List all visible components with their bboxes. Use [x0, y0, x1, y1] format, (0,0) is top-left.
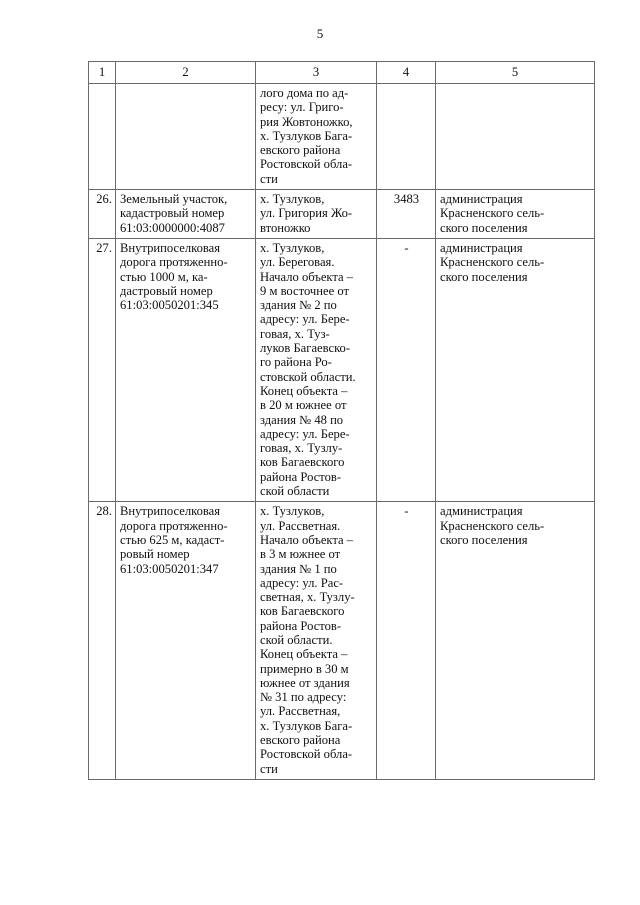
- address-line: х. Тузлуков Бага-: [260, 128, 353, 143]
- area-cell: -: [377, 502, 436, 780]
- object-name-line: 61:03:0000000:4087: [120, 220, 225, 235]
- address-line: ской области: [260, 484, 330, 499]
- owner-line: администрация: [440, 504, 523, 519]
- address-line: говая, х. Туз-: [260, 326, 330, 341]
- column-header: 3: [256, 62, 377, 84]
- owner-line: Красненского сель-: [440, 518, 545, 533]
- address-line: луков Багаевско-: [260, 341, 351, 356]
- table-row: [89, 238, 595, 501]
- owner-line: администрация: [440, 192, 523, 207]
- address-line: евского района: [260, 733, 341, 748]
- object-name-cell: [116, 238, 256, 501]
- owner-cell: [436, 190, 595, 239]
- address-line: светная, х. Тузлу-: [260, 590, 355, 605]
- address-line: ул. Рассветная,: [260, 704, 341, 719]
- address-cell: [256, 190, 377, 239]
- table-row: [89, 84, 595, 190]
- address-line: Начало объекта –: [260, 532, 354, 547]
- address-line: примерно в 30 м: [260, 661, 349, 676]
- address-line: № 31 по адресу:: [260, 690, 347, 705]
- address-line: адресу: ул. Бере-: [260, 312, 350, 327]
- address-line: ул. Береговая.: [260, 255, 335, 270]
- owner-cell: [436, 238, 595, 501]
- address-line: в 20 м южнее от: [260, 398, 347, 413]
- owner-line: администрация: [440, 240, 523, 255]
- column-header: 5: [436, 62, 595, 84]
- owner-line: ского поселения: [440, 220, 528, 235]
- object-name-line: стью 1000 м, ка-: [120, 269, 208, 284]
- object-name-line: 61:03:0050201:347: [120, 561, 219, 576]
- column-header: 2: [116, 62, 256, 84]
- address-cell: [256, 238, 377, 501]
- owner-cell: [436, 502, 595, 780]
- address-line: х. Тузлуков,: [260, 504, 325, 519]
- address-line: района Ростов-: [260, 469, 342, 484]
- address-line: адресу: ул. Рас-: [260, 575, 344, 590]
- object-name-line: стью 625 м, кадаст-: [120, 532, 225, 547]
- address-line: втоножко: [260, 220, 311, 235]
- address-line: стовской области.: [260, 369, 356, 384]
- row-number-cell: 27.: [89, 238, 116, 501]
- owner-line: Красненского сель-: [440, 206, 545, 221]
- address-line: района Ростов-: [260, 618, 342, 633]
- address-line: рия Жовтоножко,: [260, 114, 353, 129]
- owner-cell: [436, 84, 595, 190]
- address-line: сти: [260, 171, 278, 186]
- property-registry-table: [88, 61, 595, 780]
- address-line: Ростовской обла-: [260, 747, 353, 762]
- header-row: [89, 62, 595, 84]
- address-line: ресу: ул. Григо-: [260, 100, 344, 115]
- address-line: Конец объекта –: [260, 647, 348, 662]
- address-line: ул. Рассветная.: [260, 518, 341, 533]
- owner-line: ского поселения: [440, 532, 528, 547]
- row-number-cell: [89, 84, 116, 190]
- object-name-line: ровый номер: [120, 547, 190, 562]
- object-name-line: дорога протяженно-: [120, 255, 228, 270]
- address-line: ков Багаевского: [260, 455, 345, 470]
- table-row: [89, 190, 595, 239]
- address-line: Начало объекта –: [260, 269, 354, 284]
- area-cell: [377, 84, 436, 190]
- area-cell: -: [377, 238, 436, 501]
- address-line: лого дома по ад-: [260, 86, 349, 100]
- owner-line: Красненского сель-: [440, 255, 545, 270]
- address-line: говая, х. Тузлу-: [260, 441, 343, 456]
- object-name-line: дастровый номер: [120, 283, 213, 298]
- address-line: здания № 1 по: [260, 561, 337, 576]
- table-header: [89, 62, 595, 84]
- address-line: Конец объекта –: [260, 383, 348, 398]
- object-name-line: дорога протяженно-: [120, 518, 228, 533]
- address-line: сти: [260, 761, 278, 776]
- address-line: Ростовской обла-: [260, 157, 353, 172]
- address-line: ской области.: [260, 632, 333, 647]
- address-cell: [256, 84, 377, 190]
- object-name-cell: [116, 502, 256, 780]
- address-line: адресу: ул. Бере-: [260, 426, 350, 441]
- address-line: в 3 м южнее от: [260, 547, 341, 562]
- page-number: 5: [316, 26, 324, 41]
- table-body: [89, 84, 595, 780]
- address-line: ул. Григория Жо-: [260, 206, 353, 221]
- table-row: [89, 502, 595, 780]
- address-line: здания № 48 по: [260, 412, 344, 427]
- row-number-cell: 28.: [89, 502, 116, 780]
- column-header: 4: [377, 62, 436, 84]
- row-number-cell: 26.: [89, 190, 116, 239]
- object-name-line: Внутрипоселковая: [120, 240, 221, 255]
- address-line: евского района: [260, 143, 341, 158]
- address-line: здания № 2 по: [260, 298, 337, 313]
- owner-line: ского поселения: [440, 269, 528, 284]
- address-cell: [256, 502, 377, 780]
- object-name-line: Земельный участок,: [120, 192, 228, 207]
- address-line: х. Тузлуков,: [260, 192, 325, 207]
- column-header: 1: [89, 62, 116, 84]
- address-line: 9 м восточнее от: [260, 283, 349, 298]
- address-line: х. Тузлуков Бага-: [260, 718, 353, 733]
- object-name-line: Внутрипоселковая: [120, 504, 221, 519]
- address-line: южнее от здания: [260, 675, 350, 690]
- object-name-cell: [116, 190, 256, 239]
- object-name-cell: [116, 84, 256, 190]
- address-line: ков Багаевского: [260, 604, 345, 619]
- address-line: го района Ро-: [260, 355, 332, 370]
- address-line: х. Тузлуков,: [260, 240, 325, 255]
- object-name-line: кадастровый номер: [120, 206, 225, 221]
- area-cell: 3483: [377, 190, 436, 239]
- object-name-line: 61:03:0050201:345: [120, 298, 219, 313]
